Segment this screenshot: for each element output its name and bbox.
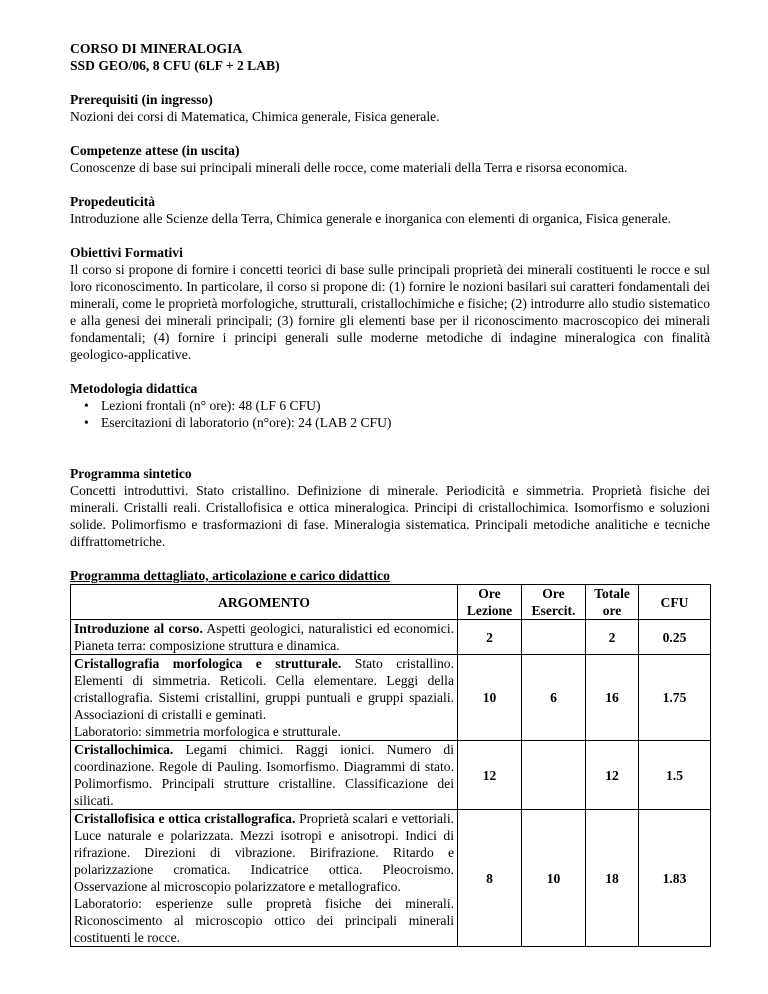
- section-dettagliato: [70, 567, 710, 947]
- cell-ore-lezione: 2: [458, 620, 522, 655]
- cell-cfu: 0.25: [639, 620, 711, 655]
- section-text: Il corso si propone di fornire i concetti teorici di base sulle principali proprietà dei minerali costituenti le rocce e sul loro riconoscimento. In particolare, il corso si propone di: (1) fornire le nozioni basilari sui caratteri fondamentali dei minerali, come le proprietà morfologiche, strutturali, cristallochimiche e fisiche; (2) introdurre allo studio sistematico e alla genesi dei minerali principali; (3) fornire gli elementi base per il riconoscimento macroscopico dei minerali fondamentali; (4) fornire i principi generali sulle moderne metodiche di indagine mineralogica con finalità geologico-applicative.: [70, 262, 710, 362]
- cell-cfu: 1.75: [639, 655, 711, 741]
- section-text: Conoscenze di base sui principali minerali delle rocce, come materiali della Terra e risorsa economica.: [70, 160, 628, 175]
- section-heading: Propedeuticità: [70, 194, 156, 209]
- cell-ore-esercit: 10: [522, 810, 586, 947]
- topic-title: Introduzione al corso.: [74, 621, 203, 636]
- list-item: • Lezioni frontali (n° ore): 48 (LF 6 CFU): [70, 397, 710, 414]
- section-heading: Programma dettagliato, articolazione e carico didattico: [70, 568, 390, 583]
- topic-lab: Laboratorio: esperienze sulle propretà fisiche dei minerali. Riconoscimento al microscopio ottico dei principali minerali costituenti le rocce.: [74, 896, 454, 945]
- section-heading: Metodologia didattica: [70, 381, 198, 396]
- cell-totale-ore: 12: [586, 741, 639, 810]
- header-ore-lezione: Ore Lezione: [458, 585, 522, 620]
- cell-totale-ore: 2: [586, 620, 639, 655]
- topic-title: Cristallochimica.: [74, 742, 174, 757]
- table-row: [71, 655, 711, 741]
- cell-ore-esercit: 6: [522, 655, 586, 741]
- document-page: [70, 40, 710, 947]
- section-sintetico: [70, 465, 710, 550]
- topic-title: Cristallofisica e ottica cristallografica.: [74, 811, 296, 826]
- topic-body: Aspetti geologici, naturalistici ed economici. Pianeta terra: composizione struttura e dinamica.: [74, 621, 454, 653]
- topic-body: Stato cristallino. Elementi di simmetria. Reticoli. Cella elementare. Leggi della cristallografia. Sistemi cristallini, gruppi puntuali e gruppi spaziali. Associazioni di cristalli e geminati.: [74, 656, 454, 722]
- cell-argomento: [71, 655, 458, 741]
- cell-ore-lezione: 10: [458, 655, 522, 741]
- section-text: Introduzione alle Scienze della Terra, Chimica generale e inorganica con elementi di organica, Fisica generale.: [70, 211, 672, 226]
- list-item: • Esercitazioni di laboratorio (n°ore): 24 (LAB 2 CFU): [70, 414, 710, 431]
- course-title: CORSO DI MINERALOGIA: [70, 41, 243, 56]
- cell-argomento: [71, 810, 458, 947]
- cell-totale-ore: 18: [586, 810, 639, 947]
- cell-totale-ore: 16: [586, 655, 639, 741]
- header-ore-esercit: Ore Esercit.: [522, 585, 586, 620]
- header-argomento: ARGOMENTO: [71, 585, 458, 620]
- topic-title: Cristallografia morfologica e strutturale.: [74, 656, 342, 671]
- program-table: [70, 584, 711, 947]
- section-prerequisiti: [70, 91, 710, 125]
- cell-argomento: [71, 620, 458, 655]
- cell-cfu: 1.83: [639, 810, 711, 947]
- section-text: Nozioni dei corsi di Matematica, Chimica generale, Fisica generale.: [70, 109, 440, 124]
- section-heading: Competenze attese (in uscita): [70, 143, 240, 158]
- topic-body: Legami chimici. Raggi ionici. Numero di coordinazione. Regole di Pauling. Isomorfismo. Diagrammi di stato. Polimorfismo. Principali strutture cristalline. Classificazione dei silicati.: [74, 742, 454, 808]
- topic-lab: Laboratorio: simmetria morfologica e strutturale.: [74, 724, 341, 739]
- metodologia-list: [70, 397, 710, 431]
- section-competenze: [70, 142, 710, 176]
- table-row: [71, 810, 711, 947]
- cell-ore-lezione: 8: [458, 810, 522, 947]
- section-metodologia: [70, 380, 710, 431]
- table-header-row: [71, 585, 711, 620]
- table-row: [71, 741, 711, 810]
- cell-argomento: [71, 741, 458, 810]
- cell-ore-lezione: 12: [458, 741, 522, 810]
- cell-cfu: 1.5: [639, 741, 711, 810]
- header-cfu: CFU: [639, 585, 711, 620]
- cell-ore-esercit: [522, 620, 586, 655]
- course-subtitle: SSD GEO/06, 8 CFU (6LF + 2 LAB): [70, 58, 280, 73]
- table-row: [71, 620, 711, 655]
- header-totale-ore: Totale ore: [586, 585, 639, 620]
- section-heading: Programma sintetico: [70, 466, 192, 481]
- cell-ore-esercit: [522, 741, 586, 810]
- section-propedeuticita: [70, 193, 710, 227]
- section-heading: Prerequisiti (in ingresso): [70, 92, 213, 107]
- topic-body: Proprietà scalari e vettoriali. Luce naturale e polarizzata. Mezzi isotropi e anisotropi. Indici di rifrazione. Direzioni di vibrazione. Birifrazione. Ritardo e polarizzazione cromatica. Indicatrice ottica. Pleocroismo. Osservazione al microscopio polarizzatore e metallografico.: [74, 811, 454, 894]
- section-heading: Obiettivi Formativi: [70, 245, 183, 260]
- section-obiettivi: [70, 244, 710, 363]
- section-text: Concetti introduttivi. Stato cristallino. Definizione di minerale. Periodicità e simmetria. Proprietà fisiche dei minerali. Cristalli reali. Cristallofisica e ottica mineralogica. Principi di cristallochimica. Isomorfismo e soluzioni solide. Polimorfismo e trasformazioni di fase. Mineralogia sistematica. Principali metodiche analitiche e tecniche diffrattometriche.: [70, 483, 710, 549]
